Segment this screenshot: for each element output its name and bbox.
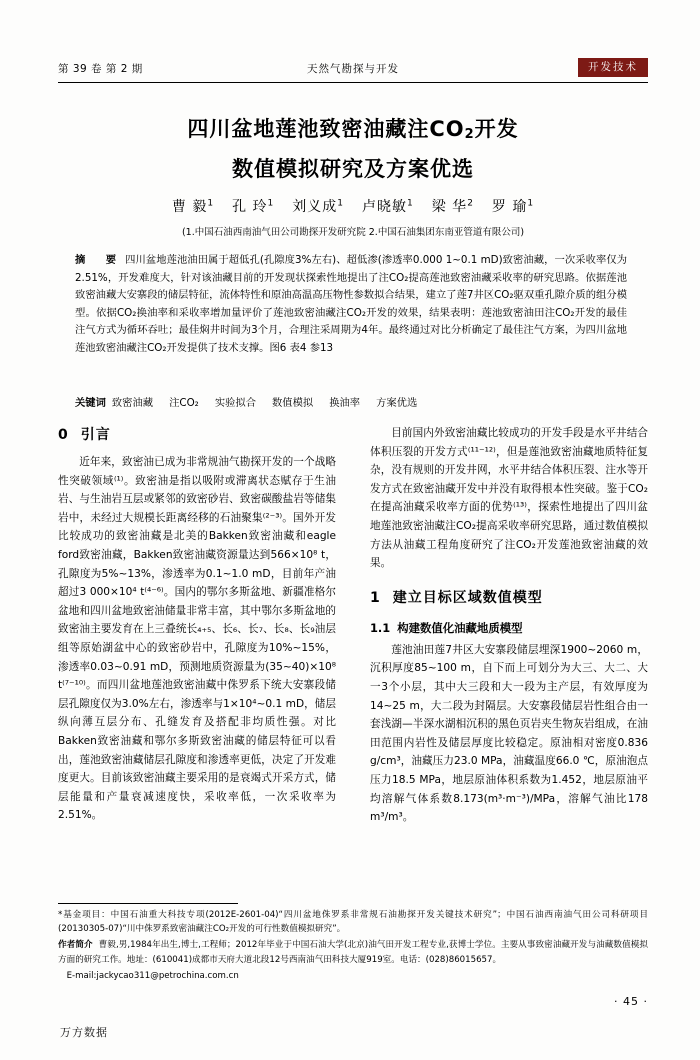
author-1-sup: 1 [267,198,275,209]
abstract-text: 四川盆地莲池油田属于超低孔(孔隙度3%左右)、超低渗(渗透率0.000 1~0.1 mD)致密油藏，一次采收率仅为2.51%，开发难度大，针对该油藏目前的开发现状探索性地提出了注CO₂提高莲池致密油藏采收率的研究思路。依据莲池致密油藏大安寨段的储层特征，流体特性和原油高温高压物性参数拟合结果，建立了莲7井区CO₂驱双重孔隙介质的组分模型。依据CO₂换油率和采收率增加量评价了莲池致密油藏注CO₂开发的效果，结果表明：莲池致密油田注CO₂开发的最佳注气方式为循环吞吐；最佳焖井时间为3个月，合理注采周期为4年。最终通过对比分析确定了最佳注气方案，为四川盆地莲池致密油藏注CO₂开发提供了技术支撑。图6 表4 参13 [75,254,627,354]
footnote-bio [58,938,648,966]
author-3 [362,199,414,215]
keyword-4: 换油率 [329,397,361,409]
author-5-name: 罗 瑜 [491,199,528,215]
section-intro-title: 引言 [80,427,111,443]
keyword-5: 方案优选 [376,397,418,409]
author-0-sup: 1 [207,198,215,209]
section-badge: 开发技术 [578,58,648,77]
model-paragraph-1: 莲池油田莲7井区大安寨段储层埋深1900~2060 m，沉积厚度85~100 m，自下而上可划分为大三、大二、大一3个小层，其中大三段和大一段为主产层，有效厚度为14~25 m，大二段为封隔层。大安寨段储层岩性组合由一套浅湖—半深水湖相沉积的黑色页岩夹生物灰岩组成，在油田范围内岩性及储层厚度比较稳定。原油相对密度0.836 g/cm³，油藏压力23.0 MPa，油藏温度66.0 ℃，原油泡点压力18.5 MPa，地层原油体积系数为1.452，地层原油平均溶解气体系数8.173(m³·m⁻³)/MPa，溶解气油比178 m³/m³。 [370,643,648,824]
title-line-2: 数值模拟研究及方案优选 [232,157,474,181]
intro-paragraph-2: 目前国内外致密油藏比较成功的开发手段是水平井结合体积压裂的开发方式⁽¹¹⁻¹²⁾，但是莲池致密油藏地质特征复杂，没有规则的开发井网，水平井结合体积压裂、注水等开发方式在致密油藏开发中并没有取得根本性突破。鉴于CO₂在提高油藏采收率方面的优势⁽¹³⁾，探索性地提出了四川盆地莲池致密油藏注CO₂提高采收率研究思路，通过数值模拟方法从油藏工程角度研究了注CO₂开发莲池致密油藏的效果。 [370,427,648,570]
author-0 [172,199,214,215]
author-3-name: 卢晓敏 [362,199,407,215]
footnote-bio-label: 作者简介 [58,940,93,951]
keyword-0: 致密油藏 [111,397,154,409]
author-1 [232,199,274,215]
title-line-1-a: 四川盆地莲池致密油藏注CO [187,117,465,141]
author-3-sup: 1 [407,198,414,209]
footnote-email: E-mail:jackycao311@petrochina.com.cn [66,970,239,981]
header-divider [58,82,648,83]
author-5 [492,199,534,215]
page-title [58,112,648,186]
page-number: · 45 · [614,995,648,1008]
section-intro-number: 0 [58,427,69,443]
section-model-number: 1 [370,589,381,606]
keyword-2: 实验拟合 [214,397,256,409]
footnote-fund: *基金项目：中国石油重大科技专项(2012E-2601-04)“四川盆地侏罗系非常规石油勘探开发关键技术研究”；中国石油西南油气田公司科研项目(20130305-07)“川中侏罗系致密油藏注CO₂开发的可行性数值模拟研究”。 [58,910,648,935]
author-list [58,196,648,216]
author-4-sup: 2 [467,198,474,209]
abstract-label: 摘 要 [75,254,122,266]
subsection-number: 1.1 [370,620,391,635]
title-subscript: 2 [464,127,475,142]
footnotes [58,908,648,985]
author-4-name: 梁 华 [431,199,468,215]
abstract [75,252,627,358]
author-5-sup: 1 [527,198,535,209]
body-column-right [370,424,648,827]
subsection-heading-geo-model [370,618,648,638]
keyword-1: 注CO₂ [169,397,199,409]
subsection-title: 构建数值化油藏地质模型 [397,620,523,635]
volume-issue: 第 39 卷 第 2 期 [58,62,143,75]
journal-name: 天然气勘探与开发 [307,62,399,75]
page-header [58,56,648,80]
author-2-sup: 1 [337,198,344,209]
author-4 [432,199,474,215]
keyword-3: 数值模拟 [272,397,314,409]
section-heading-model [370,587,648,609]
body-column-left [58,424,336,825]
keywords-label: 关键词 [75,397,106,409]
keywords [75,395,627,412]
watermark-wanfang: 万方数据 [60,1026,108,1039]
author-0-name: 曹 毅 [171,199,208,215]
intro-paragraph-1: 近年来，致密油已成为非常规油气勘探开发的一个战略性突破领域⁽¹⁾。致密油是指以吸附或滞离状态赋存于生油岩、与生油岩互层或紧邻的致密砂岩、致密碳酸盐岩等储集岩中，未经过大规模长距离经移的石油聚集⁽²⁻³⁾。国外开发比较成功的致密油藏是北美的Bakken致密油藏和eagle ford致密油藏，Bakken致密油藏资源量达到566×10⁸ t，孔隙度为5%~13%，渗透率为0.1~1.0 mD，目前年产油超过3 000×10⁴ t⁽⁴⁻⁶⁾。国内的鄂尔多斯盆地、新疆准格尔盆地和四川盆地致密油储量非常丰富，其中鄂尔多斯盆地的致密油主要发育在上三叠统长₄₊₅、长₆、长₇、长₈、长₉油层组等原始湖盆中心的致密砂岩中，孔隙度为10%~15%，渗透率0.03~0.91 mD，预测地质资源量为(35~40)×10⁸ t⁽⁷⁻¹⁰⁾。而四川盆地莲池致密油藏中侏罗系下统大安寨段储层孔隙度仅为3.0%左右，渗透率与1×10⁴~0.1 mD，储层纵向薄互层分布、孔缝发育及搭配非均质性强。对比Bakken致密油藏和鄂尔多斯致密油藏的储层特征可以看出，莲池致密油藏储层孔隙度和渗透率更低，决定了开发难度更大。目前该致密油藏主要采用的是衰竭式开采方式，储层能量和产量衰减速度快，采收率低，一次采收率为2.51%。 [58,456,336,822]
author-1-name: 孔 玲 [232,199,268,215]
title-line-1 [58,112,648,152]
footnote-bio-text: 曹毅,男,1984年出生,博士,工程师；2012年毕业于中国石油大学(北京)油气田开发工程专业,获博士学位。主要从事致密油藏开发与油藏数值模拟方面的研究工作。地址：(610041)成都市天府大道北段12号西南油气田科技大厦919室。电话：(028)86015657。 [58,940,648,965]
author-affiliation: (1.中国石油西南油气田公司勘探开发研究院 2.中国石油集团东南亚管道有限公司) [181,227,525,238]
footnote-divider [58,903,238,904]
author-2-name: 刘义成 [292,199,338,215]
author-2 [292,199,344,215]
section-heading-intro [58,424,336,446]
section-model-title: 建立目标区域数值模型 [392,589,543,606]
title-line-1-b: 开发 [474,117,519,141]
